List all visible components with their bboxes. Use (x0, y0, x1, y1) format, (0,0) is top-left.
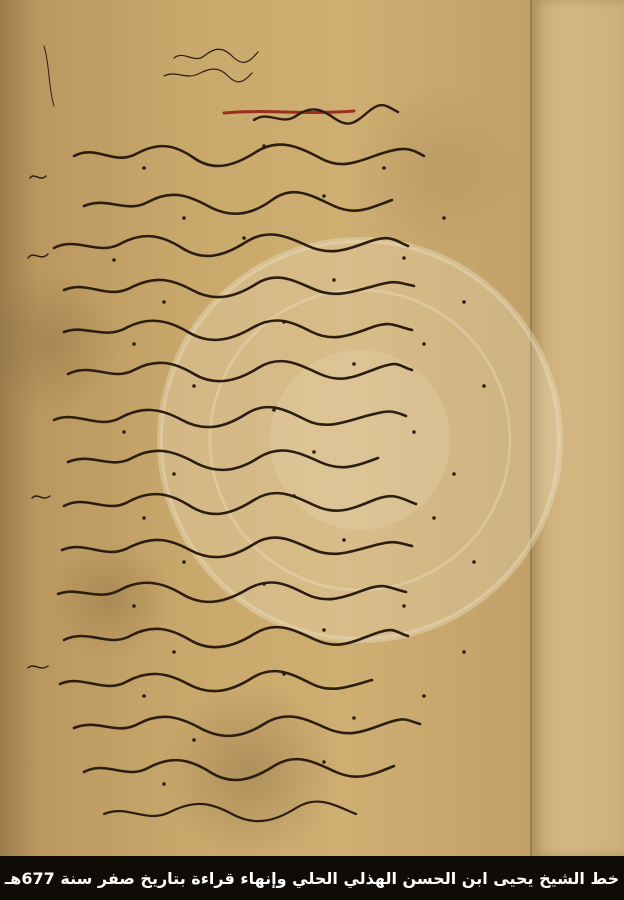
handwritten-arabic-text (24, 28, 524, 838)
caption-bar (0, 856, 624, 900)
manuscript-text-block (24, 28, 524, 838)
caption-text: خط الشيخ يحيى ابن الحسن الهذلي الحلي وإنهاء قراءة بتاريخ صفر سنة 677هـ (4, 868, 620, 888)
